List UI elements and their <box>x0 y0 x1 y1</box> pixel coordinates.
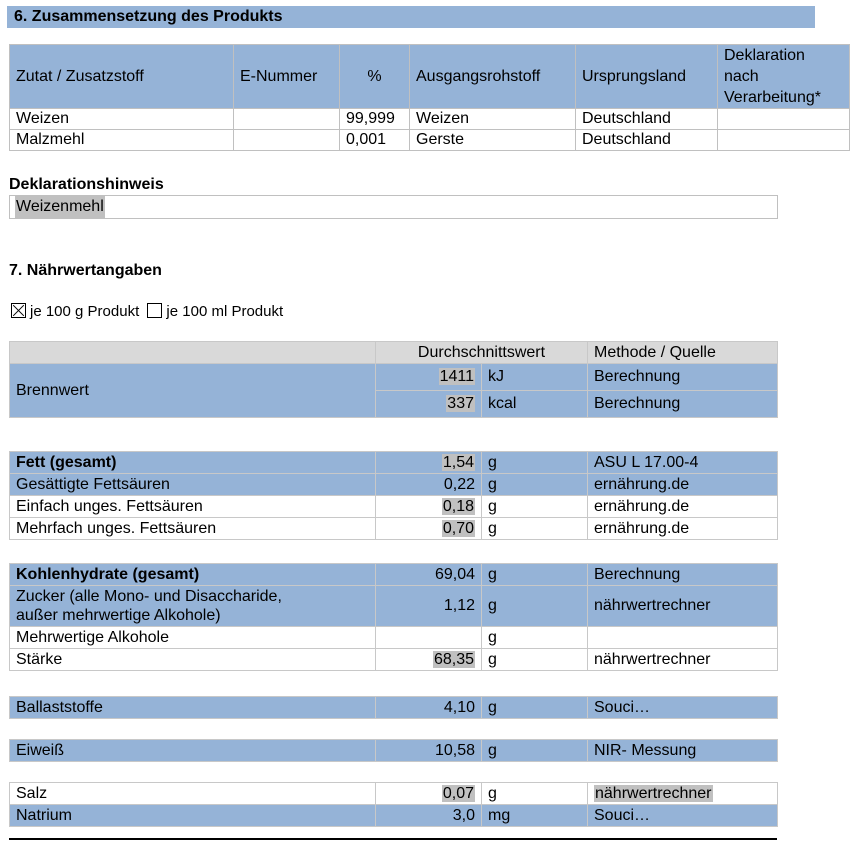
nutrient-label <box>10 586 376 627</box>
nutrient-label: Eiweiß <box>10 740 376 762</box>
nutrient-value: 0,22 <box>443 475 475 493</box>
energy-kcal-method: Berechnung <box>588 391 778 418</box>
nutrient-method: ernährung.de <box>588 518 778 540</box>
nutrient-unit: g <box>482 627 588 649</box>
protein-table <box>9 739 778 762</box>
nutrient-label: Natrium <box>10 805 376 827</box>
bottom-divider <box>9 838 777 840</box>
table-row <box>10 586 778 627</box>
sugar-label-line2: außer mehrwertige Alkohole) <box>16 607 221 624</box>
table-row <box>10 627 778 649</box>
declaration-value: Weizenmehl <box>15 196 105 218</box>
cell-raw-material: Weizen <box>410 109 576 130</box>
col-header-ingredient: Zutat / Zusatzstoff <box>10 45 234 109</box>
nutrient-unit: g <box>482 518 588 540</box>
cell-origin: Deutschland <box>576 109 718 130</box>
nutrient-value: 0,07 <box>442 784 474 802</box>
nutrient-method: nährwertrechner <box>588 586 778 627</box>
energy-label: Brennwert <box>10 364 376 418</box>
nutrient-method: nährwertrechner <box>588 649 778 671</box>
nutrient-method: Berechnung <box>588 564 778 586</box>
declaration-label: Deklarationshinweis <box>9 176 164 193</box>
cell-raw-material: Gerste <box>410 130 576 151</box>
nutrient-value: 0,18 <box>442 497 474 515</box>
nutrient-value: 69,04 <box>434 565 475 583</box>
fat-table <box>9 451 778 540</box>
table-row <box>10 518 778 540</box>
nutrient-label: Stärke <box>10 649 376 671</box>
energy-kcal-unit: kcal <box>482 391 588 418</box>
table-row <box>10 474 778 496</box>
composition-table <box>9 44 850 151</box>
nutrient-label: Ballaststoffe <box>10 697 376 719</box>
nutrient-value: 10,58 <box>434 741 475 759</box>
nutrient-value: 1,54 <box>442 453 474 471</box>
nutrient-method: Souci… <box>588 805 778 827</box>
sugar-label-line1: Zucker (alle Mono- und Disaccharide, <box>16 588 282 605</box>
nutrient-label: Fett (gesamt) <box>10 452 376 474</box>
col-header-declaration: Deklaration nach Verarbeitung* <box>718 45 850 109</box>
nutrient-value: 68,35 <box>433 650 474 668</box>
nutrient-method <box>588 627 778 649</box>
col-header-origin: Ursprungsland <box>576 45 718 109</box>
nutrient-unit: g <box>482 496 588 518</box>
carbs-table <box>9 563 778 671</box>
cell-declaration <box>718 109 850 130</box>
unit-options <box>11 303 283 320</box>
nutrient-label: Salz <box>10 783 376 805</box>
energy-kj-method: Berechnung <box>588 364 778 391</box>
per-100ml-checkbox[interactable] <box>147 303 162 318</box>
fiber-table <box>9 696 778 719</box>
nutrient-unit: g <box>482 740 588 762</box>
nutrition-header-row <box>10 342 778 364</box>
nutrient-unit: mg <box>482 805 588 827</box>
cell-e-number <box>234 130 340 151</box>
declaration-box <box>9 195 778 219</box>
table-row <box>10 740 778 762</box>
nutrient-method: NIR- Messung <box>588 740 778 762</box>
table-row <box>10 697 778 719</box>
nutrient-method: ernährung.de <box>588 474 778 496</box>
nutrient-method: nährwertrechner <box>595 784 712 802</box>
cell-origin: Deutschland <box>576 130 718 151</box>
table-row <box>10 783 778 805</box>
nutrient-method: ernährung.de <box>588 496 778 518</box>
nutrient-unit: g <box>482 564 588 586</box>
nutrient-label: Gesättigte Fettsäuren <box>10 474 376 496</box>
per-100ml-label: je 100 ml Produkt <box>166 303 284 320</box>
nutrient-unit: g <box>482 783 588 805</box>
nutrient-value: 0,70 <box>442 519 474 537</box>
nutrient-label: Mehrwertige Alkohole <box>10 627 376 649</box>
per-100g-checkbox[interactable] <box>11 303 26 318</box>
composition-header-row <box>10 45 850 109</box>
per-100g-label: je 100 g Produkt <box>30 303 140 320</box>
cell-percent: 99,999 <box>340 109 410 130</box>
col-header-e-number: E-Nummer <box>234 45 340 109</box>
nutrient-label: Kohlenhydrate (gesamt) <box>10 564 376 586</box>
nutrient-unit: g <box>482 586 588 627</box>
col-header-average: Durchschnittswert <box>376 342 588 364</box>
cell-ingredient: Weizen <box>10 109 234 130</box>
energy-kcal-value: 337 <box>447 395 474 412</box>
nutrient-method: ASU L 17.00-4 <box>588 452 778 474</box>
section-6-title: 6. Zusammensetzung des Produkts <box>14 8 283 25</box>
table-row <box>10 496 778 518</box>
nutrient-unit: g <box>482 649 588 671</box>
salt-table <box>9 782 778 827</box>
col-header-method: Methode / Quelle <box>588 342 778 364</box>
nutrient-unit: g <box>482 474 588 496</box>
nutrient-label: Einfach unges. Fettsäuren <box>10 496 376 518</box>
nutrient-value: 1,12 <box>443 597 475 614</box>
cell-declaration <box>718 130 850 151</box>
nutrient-method: Souci… <box>588 697 778 719</box>
energy-kj-unit: kJ <box>482 364 588 391</box>
table-row <box>10 564 778 586</box>
col-header-percent: % <box>340 45 410 109</box>
cell-percent: 0,001 <box>340 130 410 151</box>
col-header-raw-material: Ausgangsrohstoff <box>410 45 576 109</box>
nutrient-value: 4,10 <box>443 698 475 716</box>
nutrient-value: 3,0 <box>452 806 475 824</box>
cell-e-number <box>234 109 340 130</box>
energy-table <box>9 341 778 418</box>
energy-kj-value: 1411 <box>439 368 474 385</box>
header-blank <box>10 342 376 364</box>
table-row <box>10 805 778 827</box>
nutrient-unit: g <box>482 697 588 719</box>
section-7-title: 7. Nährwertangaben <box>9 262 162 279</box>
nutrient-label: Mehrfach unges. Fettsäuren <box>10 518 376 540</box>
table-row <box>10 109 850 130</box>
energy-kj-row <box>10 364 778 391</box>
table-row <box>10 649 778 671</box>
table-row <box>10 130 850 151</box>
table-row <box>10 452 778 474</box>
nutrient-unit: g <box>482 452 588 474</box>
cell-ingredient: Malzmehl <box>10 130 234 151</box>
section-6-title-bar <box>7 6 815 28</box>
